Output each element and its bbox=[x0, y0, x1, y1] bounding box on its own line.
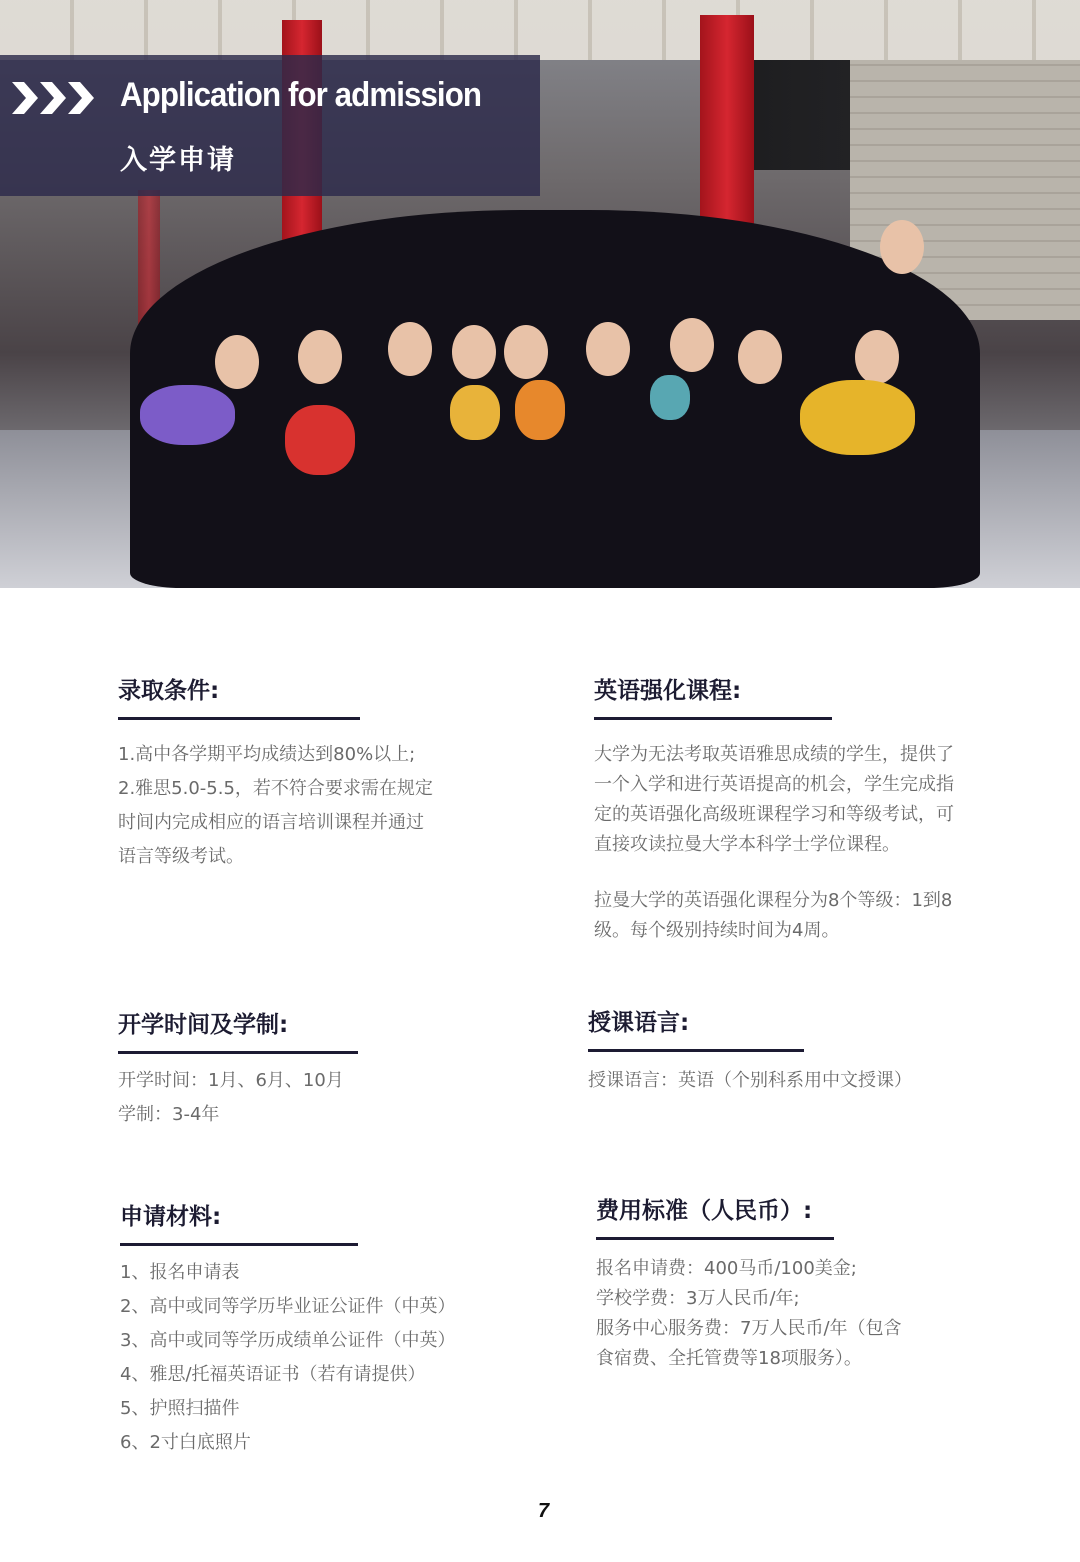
bouquet bbox=[650, 375, 690, 420]
page-title-en: Application for admission bbox=[120, 76, 482, 114]
section-title: 录取条件: bbox=[118, 678, 220, 704]
section-materials bbox=[120, 1198, 540, 1460]
text-line: 1.高中各学期平均成绩达到80%以上; bbox=[118, 744, 416, 765]
graduate-face bbox=[586, 322, 630, 376]
text-line: 语言等级考试。 bbox=[118, 846, 244, 867]
text-line: 拉曼大学的英语强化课程分为8个等级：1到8 bbox=[594, 890, 953, 911]
text-line: 学制：3-4年 bbox=[118, 1104, 220, 1125]
graduate-face bbox=[452, 325, 496, 379]
section-divider bbox=[118, 717, 360, 720]
text-line: 食宿费、全托管费等18项服务）。 bbox=[596, 1348, 862, 1369]
graduate-face bbox=[880, 220, 924, 274]
graduate-face bbox=[855, 330, 899, 384]
bouquet bbox=[515, 380, 565, 440]
text-line: 级。每个级别持续时间为4周。 bbox=[594, 920, 840, 941]
bouquet bbox=[800, 380, 915, 455]
text-line: 2.雅思5.0-5.5，若不符合要求需在规定 bbox=[118, 778, 433, 799]
section-divider bbox=[596, 1237, 834, 1240]
graduate-face bbox=[504, 325, 548, 379]
section-body bbox=[118, 738, 538, 874]
section-schedule bbox=[118, 1006, 538, 1132]
section-body bbox=[120, 1256, 540, 1460]
section-title: 申请材料: bbox=[120, 1204, 222, 1230]
section-title: 授课语言: bbox=[588, 1010, 690, 1036]
text-line: 服务中心服务费：7万人民币/年（包含 bbox=[596, 1318, 902, 1339]
section-title: 费用标准（人民币）: bbox=[596, 1198, 813, 1224]
ceiling-decor bbox=[0, 0, 1080, 60]
section-teaching-language bbox=[588, 1004, 1028, 1098]
bouquet bbox=[285, 405, 355, 475]
bouquet bbox=[140, 385, 235, 445]
section-title: 开学时间及学制: bbox=[118, 1012, 289, 1038]
graduate-face bbox=[670, 318, 714, 372]
section-divider bbox=[120, 1243, 358, 1246]
graduate-face bbox=[738, 330, 782, 384]
text-line: 大学为无法考取英语雅思成绩的学生，提供了 bbox=[594, 744, 954, 765]
section-body bbox=[596, 1254, 1016, 1374]
section-divider bbox=[588, 1049, 804, 1052]
text-line: 开学时间：1月、6月、10月 bbox=[118, 1070, 344, 1091]
section-title: 英语强化课程: bbox=[594, 678, 742, 704]
list-item: 6、2寸白底照片 bbox=[120, 1432, 251, 1453]
section-divider bbox=[118, 1051, 358, 1054]
triple-chevron-right-icon bbox=[12, 80, 102, 116]
list-item: 1、报名申请表 bbox=[120, 1262, 240, 1283]
paragraph-gap bbox=[594, 860, 1014, 886]
text-line: 一个入学和进行英语提高的机会，学生完成指 bbox=[594, 774, 954, 795]
text-line: 授课语言：英语（个别科系用中文授课） bbox=[588, 1070, 912, 1091]
section-body bbox=[588, 1064, 1028, 1098]
graduate-face bbox=[298, 330, 342, 384]
text-line: 时间内完成相应的语言培训课程并通过 bbox=[118, 812, 424, 833]
list-item: 4、雅思/托福英语证书（若有请提供） bbox=[120, 1364, 426, 1385]
graduate-face bbox=[388, 322, 432, 376]
page-number: 7 bbox=[538, 1500, 550, 1522]
graduate-face bbox=[215, 335, 259, 389]
section-english-course bbox=[594, 672, 1014, 946]
section-body bbox=[594, 740, 1014, 946]
section-divider bbox=[594, 717, 832, 720]
list-item: 5、护照扫描件 bbox=[120, 1398, 240, 1419]
text-line: 报名申请费：400马币/100美金; bbox=[596, 1258, 857, 1279]
section-body bbox=[118, 1064, 538, 1132]
bouquet bbox=[450, 385, 500, 440]
section-fees bbox=[596, 1192, 1016, 1374]
section-admission bbox=[118, 672, 538, 874]
page-title-cn: 入学申请 bbox=[120, 145, 236, 176]
text-line: 直接攻读拉曼大学本科学士学位课程。 bbox=[594, 834, 900, 855]
list-item: 2、高中或同等学历毕业证公证件（中英） bbox=[120, 1296, 456, 1317]
text-line: 定的英语强化高级班课程学习和等级考试，可 bbox=[594, 804, 954, 825]
list-item: 3、高中或同等学历成绩单公证件（中英） bbox=[120, 1330, 456, 1351]
text-line: 学校学费：3万人民币/年; bbox=[596, 1288, 800, 1309]
